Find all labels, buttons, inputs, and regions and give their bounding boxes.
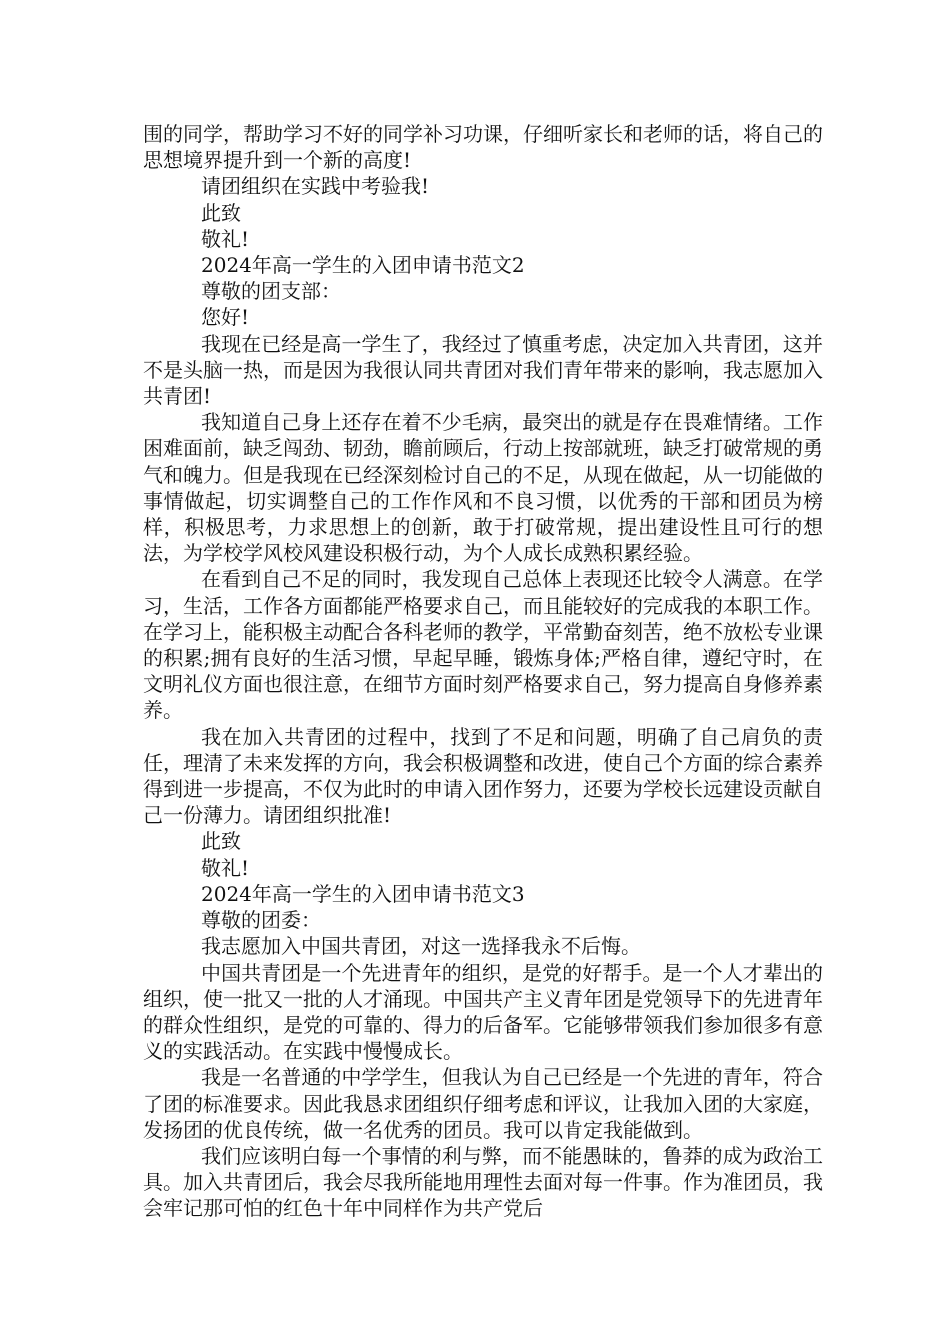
paragraph: 我是一名普通的中学学生，但我认为自己已经是一个先进的青年，符合了团的标准要求。因此我恳求团组织仔细考虑和评议，让我加入团的大家庭，发扬团的优良传统，做一名优秀的团员。我可以肯定我能做到。 [143, 1065, 823, 1142]
paragraph: 请团组织在实践中考验我! [201, 174, 430, 199]
document-body [143, 121, 823, 1222]
closing-regards: 敬礼! [201, 855, 250, 880]
greeting: 尊敬的团委： [201, 908, 321, 933]
closing-salutation: 此致 [201, 200, 241, 225]
paragraph: 中国共青团是一个先进青年的组织，是党的好帮手。是一个人才辈出的组织，使一批又一批的人才涌现。中国共产主义青年团是党领导下的先进青年的群众性组织，是党的可靠的、得力的后备军。它能够带领我们参加很多有意义的实践活动。在实践中慢慢成长。 [143, 960, 823, 1064]
paragraph: 围的同学，帮助学习不好的同学补习功课，仔细听家长和老师的话，将自己的思想境界提升到一个新的高度! [143, 122, 823, 173]
section-title: 2024年高一学生的入团申请书范文2 [201, 253, 525, 278]
paragraph: 我们应该明白每一个事情的利与弊，而不能愚昧的，鲁莽的成为政治工具。加入共青团后，我会尽我所能地用理性去面对每一件事。作为准团员，我会牢记那可怕的红色十年中同样作为共产党后 [143, 1143, 823, 1221]
paragraph: 我现在已经是高一学生了，我经过了慎重考虑，决定加入共青团，这并不是头脑一热，而是因为我很认同共青团对我们青年带来的影响，我志愿加入共青团! [143, 331, 823, 409]
paragraph: 在看到自己不足的同时，我发现自己总体上表现还比较令人满意。在学习，生活，工作各方面都能严格要求自己，而且能较好的完成我的本职工作。在学习上，能积极主动配合各科老师的教学，平常勤奋刻苦，绝不放松专业课的积累;拥有良好的生活习惯，早起早睡，锻炼身体;严格自律，遵纪守时，在文明礼仪方面也很注意，在细节方面时刻严格要求自己，努力提高自身修养素养。 [143, 567, 823, 723]
paragraph: 我知道自己身上还存在着不少毛病，最突出的就是存在畏难情绪。工作困难面前，缺乏闯劲、韧劲，瞻前顾后，行动上按部就班，缺乏打破常规的勇气和魄力。但是我现在已经深刻检讨自己的不足，从现在做起，从一切能做的事情做起，切实调整自己的工作作风和不良习惯，以优秀的干部和团员为榜样，积极思考，力求思想上的创新，敢于打破常规，提出建设性且可行的想法，为学校学风校风建设积极行动，为个人成长成熟积累经验。 [143, 410, 823, 566]
greeting: 您好! [201, 305, 250, 330]
section-title: 2024年高一学生的入团申请书范文3 [201, 881, 525, 906]
closing-regards: 敬礼! [201, 226, 250, 251]
greeting: 尊敬的团支部： [201, 279, 341, 304]
closing-salutation: 此致 [201, 829, 241, 854]
paragraph: 我在加入共青团的过程中，找到了不足和问题，明确了自己肩负的责任，理清了未来发挥的方向，我会积极调整和改进，使自己个方面的综合素养得到进一步提高，不仅为此时的申请入团作努力，还要为学校长远建设贡献自己一份薄力。请团组织批准! [143, 724, 823, 828]
paragraph: 我志愿加入中国共青团，对这一选择我永不后悔。 [201, 934, 641, 959]
